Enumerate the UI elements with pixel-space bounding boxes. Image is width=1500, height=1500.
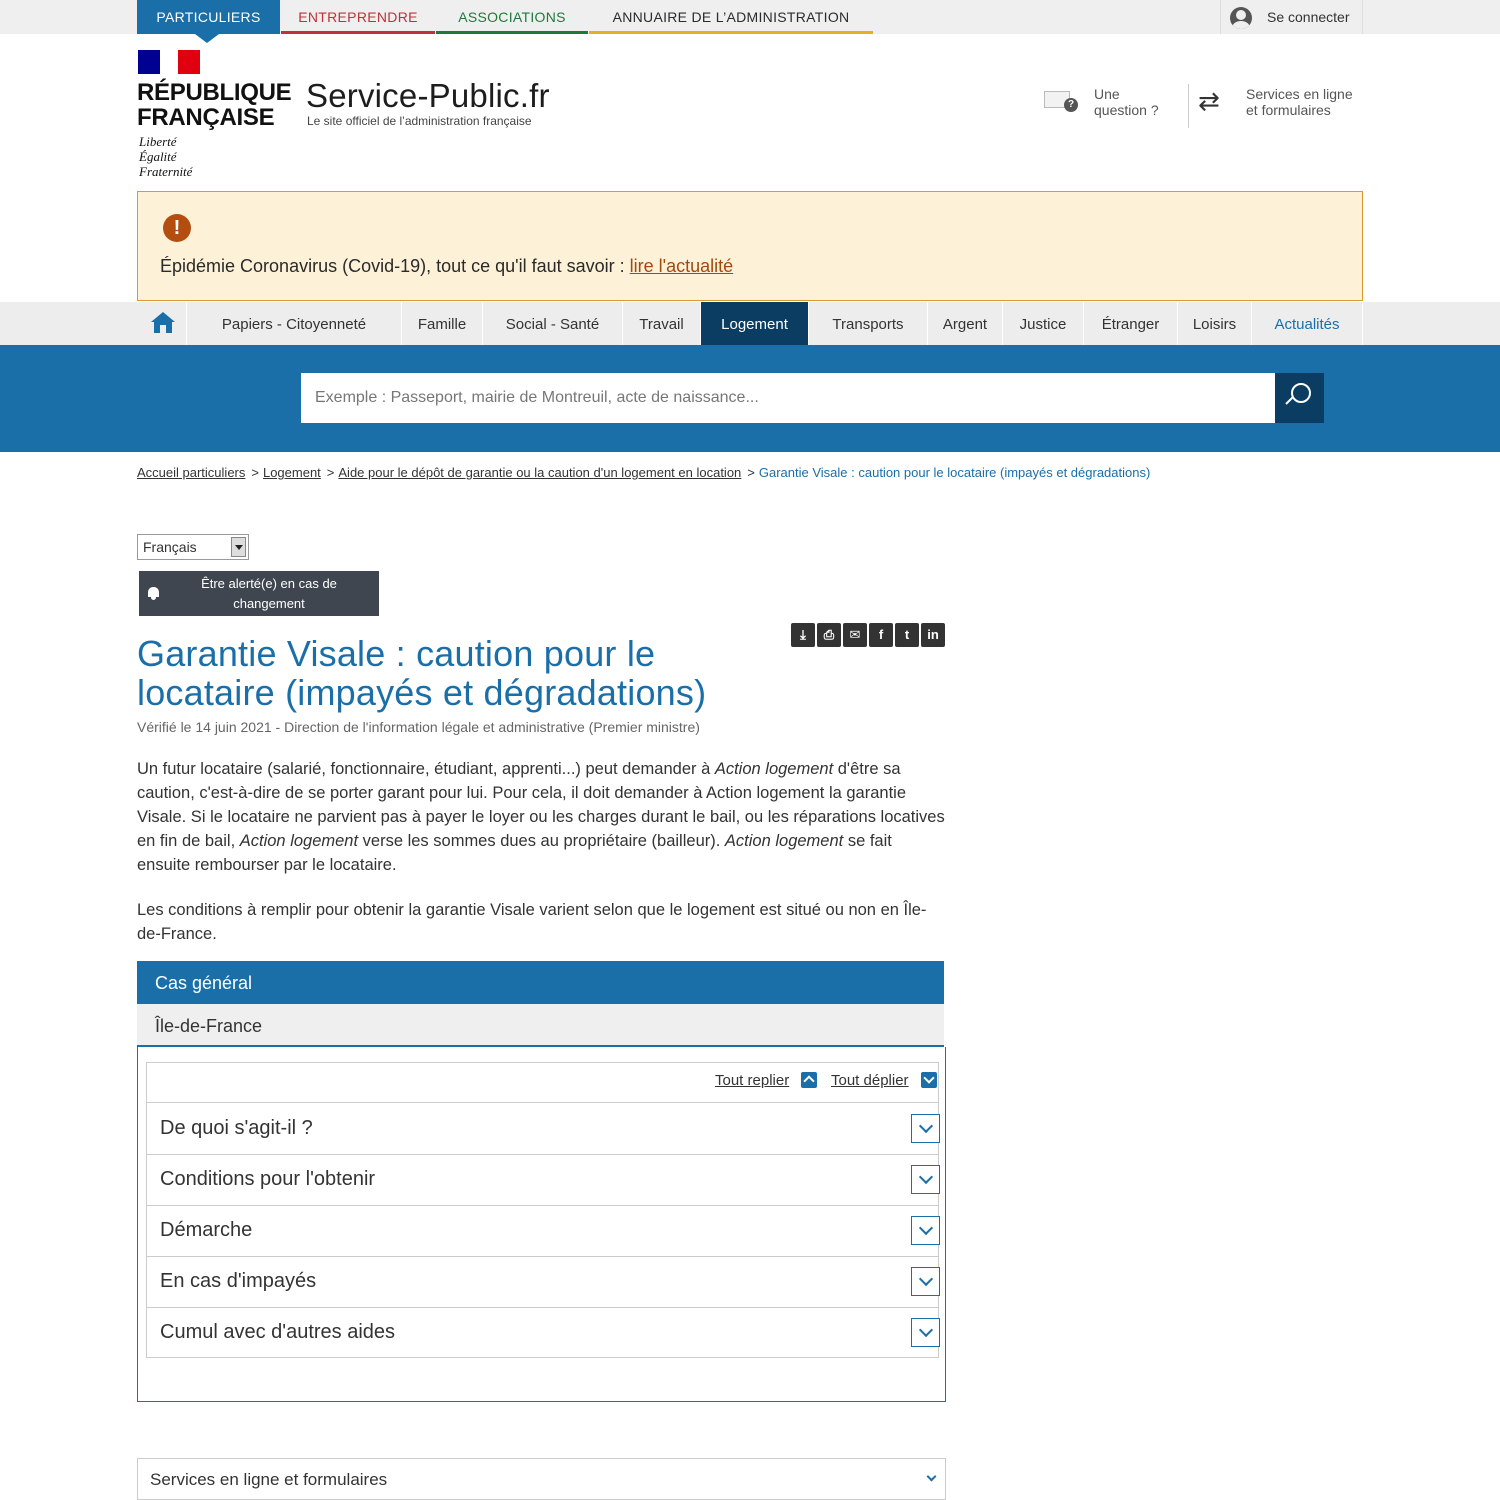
intro-paragraph bbox=[137, 757, 949, 877]
nav-item-logement[interactable]: Logement bbox=[701, 302, 809, 345]
tab-underline bbox=[436, 31, 588, 34]
chevron-up-icon[interactable] bbox=[801, 1072, 817, 1088]
services-dropdown-label: Services en ligne et formulaires bbox=[150, 1470, 388, 1489]
accordion-item-label: Conditions pour l'obtenir bbox=[160, 1168, 376, 1190]
chevron-down-icon[interactable] bbox=[911, 1318, 940, 1347]
accordion-item-label: En cas d'impayés bbox=[160, 1270, 317, 1292]
bell-icon bbox=[148, 587, 159, 597]
accordion-item-label: Cumul avec d'autres aides bbox=[160, 1321, 396, 1343]
accordion-item[interactable] bbox=[147, 1206, 938, 1257]
devise bbox=[139, 134, 192, 179]
republique-francaise-logo[interactable] bbox=[137, 80, 291, 130]
flag-white bbox=[160, 50, 178, 74]
collapse-all-link[interactable]: Tout replier bbox=[715, 1072, 790, 1089]
question-label-line2: question ? bbox=[1094, 102, 1159, 118]
breadcrumb-separator: > bbox=[747, 465, 755, 480]
tab-annuaire[interactable] bbox=[589, 0, 873, 34]
tab-cas-general[interactable]: Cas général bbox=[137, 961, 944, 1004]
site-subtitle: Le site officiel de l’administration française bbox=[307, 114, 532, 128]
tab-label: PARTICULIERS bbox=[156, 9, 261, 25]
nav-item-loisirs[interactable]: Loisirs bbox=[1178, 302, 1252, 345]
top-bar bbox=[0, 0, 1500, 34]
alert-text: Épidémie Coronavirus (Covid-19), tout ce qu'il faut savoir : bbox=[160, 256, 630, 276]
intro-text-2: d'être sa caution, c'est-à-dire de se porter garant pour lui. Pour cela, il doit demander à Action logement la garantie Visale. Si le locataire ne parvient pas à payer le loyer ou les charges durant le bail, ou les réparations locatives en fin de bail, bbox=[137, 760, 945, 850]
nav-item-papiers[interactable]: Papiers - Citoyenneté bbox=[187, 302, 402, 345]
nav-item-argent[interactable]: Argent bbox=[928, 302, 1003, 345]
nav-item-transports[interactable]: Transports bbox=[809, 302, 928, 345]
tab-label: ASSOCIATIONS bbox=[458, 9, 566, 25]
home-icon bbox=[151, 312, 175, 334]
question-link[interactable] bbox=[1044, 86, 1184, 122]
accordion-item[interactable] bbox=[147, 1257, 938, 1308]
search-band bbox=[0, 345, 1500, 452]
nav-home[interactable] bbox=[137, 302, 187, 345]
chevron-down-icon[interactable] bbox=[911, 1114, 940, 1143]
conditions-paragraph: Les conditions à remplir pour obtenir la garantie Visale varient selon que le logement est situé ou non en Île-de-France. bbox=[137, 901, 927, 943]
action-logement-link-text: Action logement bbox=[714, 760, 834, 778]
search-input[interactable] bbox=[301, 373, 1275, 423]
alert-button-line1: Être alerté(e) en cas de bbox=[201, 576, 337, 591]
alert-link[interactable]: lire l'actualité bbox=[629, 256, 734, 276]
dropdown-arrow-icon bbox=[231, 537, 246, 557]
alert-message bbox=[160, 256, 733, 277]
accordion bbox=[146, 1062, 939, 1358]
breadcrumb-separator: > bbox=[326, 465, 335, 480]
nav-item-travail[interactable]: Travail bbox=[623, 302, 701, 345]
download-icon[interactable]: ⤓ bbox=[791, 623, 815, 647]
nav-item-justice[interactable]: Justice bbox=[1003, 302, 1084, 345]
services-label bbox=[1246, 86, 1353, 118]
tab-label: ANNUAIRE DE L’ADMINISTRATION bbox=[612, 9, 850, 25]
case-panel bbox=[137, 1047, 946, 1402]
question-label bbox=[1094, 86, 1159, 118]
mail-icon[interactable]: ✉ bbox=[843, 623, 867, 647]
intro-emphasis-2: Action logement bbox=[724, 832, 844, 850]
alert-change-button[interactable] bbox=[139, 571, 379, 616]
chevron-down-icon[interactable] bbox=[911, 1267, 940, 1296]
accordion-item-label: De quoi s'agit-il ? bbox=[160, 1117, 313, 1139]
intro-text-3: verse les sommes dues au propriétaire (bailleur). bbox=[358, 832, 725, 850]
page-title: Garantie Visale : caution pour le locataire (impayés et dégradations) bbox=[137, 633, 707, 713]
accordion-item[interactable] bbox=[147, 1155, 938, 1206]
search-icon-handle bbox=[1285, 396, 1293, 404]
accordion-item[interactable] bbox=[147, 1308, 938, 1359]
devise-egalite: Égalité bbox=[139, 149, 177, 164]
intro-text-1: Un futur locataire (salarié, fonctionnaire, étudiant, apprenti...) peut demander à bbox=[137, 760, 715, 778]
tab-entreprendre[interactable] bbox=[281, 0, 435, 34]
services-dropdown[interactable] bbox=[137, 1458, 946, 1500]
user-icon bbox=[1230, 7, 1252, 29]
tab-associations[interactable] bbox=[436, 0, 588, 34]
nav-item-famille[interactable]: Famille bbox=[402, 302, 483, 345]
breadcrumb bbox=[137, 465, 1150, 480]
covid-alert-banner bbox=[137, 191, 1363, 301]
tab-particuliers[interactable] bbox=[137, 0, 280, 34]
login-label: Se connecter bbox=[1267, 9, 1350, 25]
breadcrumb-accueil[interactable]: Accueil particuliers bbox=[137, 465, 246, 480]
tab-underline bbox=[589, 31, 873, 34]
print-icon[interactable]: ⎙ bbox=[817, 623, 841, 647]
breadcrumb-current: Garantie Visale : caution pour le locataire (impayés et dégradations) bbox=[758, 465, 1151, 480]
accordion-toolbar bbox=[147, 1063, 938, 1103]
language-select[interactable] bbox=[137, 534, 249, 560]
verification-date: Vérifié le 14 juin 2021 - Direction de l'information légale et administrative (Premier ministre) bbox=[137, 719, 700, 735]
logo-line-1: RÉPUBLIQUE bbox=[137, 79, 292, 106]
accordion-item[interactable] bbox=[147, 1104, 938, 1155]
logo-line-2: FRANÇAISE bbox=[137, 104, 275, 131]
chevron-down-icon[interactable] bbox=[911, 1216, 940, 1245]
flag-blue bbox=[138, 50, 160, 74]
twitter-icon[interactable]: t bbox=[895, 623, 919, 647]
search-icon bbox=[1291, 383, 1311, 403]
nav-item-social[interactable]: Social - Santé bbox=[483, 302, 623, 345]
linkedin-icon[interactable]: in bbox=[921, 623, 945, 647]
site-title[interactable]: Service-Public.fr bbox=[306, 77, 550, 114]
main-nav bbox=[0, 302, 1500, 345]
language-selected: Français bbox=[143, 539, 197, 555]
services-label-line1: Services en ligne bbox=[1246, 86, 1353, 102]
intro-emphasis-1: Action logement bbox=[239, 832, 359, 850]
chevron-down-icon[interactable] bbox=[911, 1165, 940, 1194]
tab-ile-de-france[interactable]: Île-de-France bbox=[137, 1004, 944, 1047]
nav-item-actualites[interactable]: Actualités bbox=[1252, 302, 1363, 345]
warning-icon: ! bbox=[163, 214, 191, 242]
flag-red bbox=[178, 50, 200, 74]
alert-button-line2: changement bbox=[233, 596, 305, 611]
chevron-down-icon bbox=[927, 1472, 937, 1482]
chevron-down-icon[interactable] bbox=[921, 1072, 937, 1088]
devise-fraternite: Fraternité bbox=[139, 164, 193, 179]
services-link[interactable] bbox=[1198, 86, 1363, 122]
action-logement-link[interactable] bbox=[715, 760, 833, 778]
login-button[interactable] bbox=[1220, 0, 1363, 34]
tab-label: ENTREPRENDRE bbox=[298, 9, 418, 25]
nav-item-etranger[interactable]: Étranger bbox=[1084, 302, 1178, 345]
search-button[interactable] bbox=[1275, 373, 1324, 423]
question-mark-icon: ? bbox=[1064, 98, 1078, 112]
active-tab-pointer bbox=[195, 34, 219, 43]
intro-text-4: se fait ensuite rembourser par le locataire. bbox=[137, 832, 892, 874]
tab-underline bbox=[281, 31, 435, 34]
breadcrumb-separator: > bbox=[251, 465, 259, 480]
accordion-item-label: Démarche bbox=[160, 1219, 253, 1241]
expand-all-link[interactable]: Tout déplier bbox=[831, 1072, 909, 1089]
services-label-line2: et formulaires bbox=[1246, 102, 1331, 118]
french-flag-logo[interactable] bbox=[138, 50, 200, 74]
devise-liberte: Liberté bbox=[139, 134, 177, 149]
breadcrumb-logement[interactable]: Logement bbox=[262, 465, 321, 480]
facebook-icon[interactable]: f bbox=[869, 623, 893, 647]
header-divider bbox=[1188, 84, 1189, 128]
exchange-arrows-icon: ⇄ bbox=[1198, 86, 1220, 116]
breadcrumb-aide[interactable]: Aide pour le dépôt de garantie ou la caution d'un logement en location bbox=[338, 465, 742, 480]
question-label-line1: Une bbox=[1094, 86, 1120, 102]
